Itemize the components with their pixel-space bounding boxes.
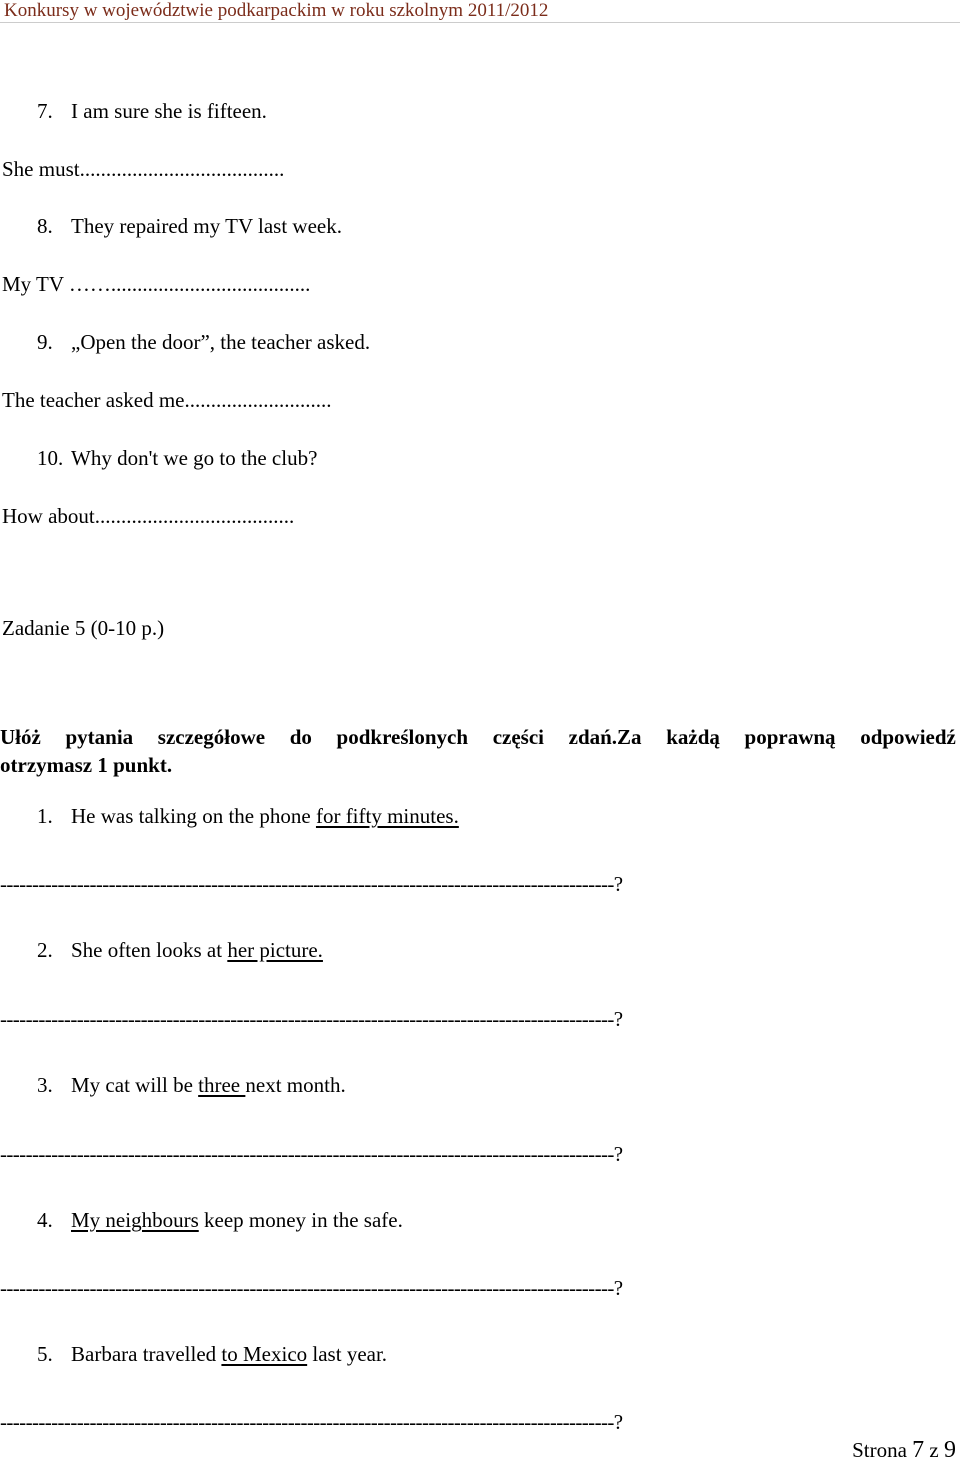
answer-line-3: ------------------------------------------------------------------------------------------------? (0, 1142, 623, 1166)
answer-line-2: ------------------------------------------------------------------------------------------------? (0, 1007, 623, 1031)
answer-line-4: ------------------------------------------------------------------------------------------------? (0, 1276, 623, 1300)
instruction-line-1: Ułóż pytania szczegółowe do podkreślonych części zdań.Za każdą poprawną odpowiedź (0, 725, 956, 749)
answer-line-1: ------------------------------------------------------------------------------------------------? (0, 872, 623, 896)
item-8-prompt: My TV ……...................................... (2, 272, 311, 296)
underlined-phrase: her picture. (227, 938, 323, 962)
task-instruction (0, 723, 956, 779)
item-10-sentence: 10. Why don't we go to the club? (37, 446, 318, 470)
item-8-sentence: 8. They repaired my TV last week. (37, 214, 342, 238)
item-9-sentence: 9. „Open the door”, the teacher asked. (37, 330, 371, 354)
underlined-phrase: three (198, 1073, 246, 1097)
question-4: 4. My neighbours keep money in the safe. (37, 1208, 403, 1232)
underlined-phrase: to Mexico (221, 1342, 308, 1366)
question-5: 5. Barbara travelled to Mexico last year. (37, 1342, 388, 1366)
page-header (0, 0, 960, 23)
item-10-prompt: How about...................................... (2, 504, 295, 528)
underlined-phrase: for fifty minutes. (315, 804, 459, 828)
answer-line-5: ------------------------------------------------------------------------------------------------? (0, 1410, 623, 1434)
item-7-prompt: She must....................................... (2, 157, 285, 181)
question-1: 1. He was talking on the phone for fifty minutes. (37, 804, 459, 828)
page-number: Strona 7 z 9 (852, 1437, 956, 1463)
item-7-sentence: 7. I am sure she is fifteen. (37, 99, 267, 123)
header-title: Konkursy w województwie podkarpackim w roku szkolnym 2011/2012 (4, 0, 549, 21)
item-9-prompt: The teacher asked me............................ (2, 388, 332, 412)
task-title: Zadanie 5 (0-10 p.) (2, 616, 165, 640)
underlined-phrase: My neighbours (71, 1208, 199, 1232)
question-2: 2. She often looks at her picture. (37, 938, 323, 962)
instruction-line-2: otrzymasz 1 punkt. (0, 753, 173, 777)
question-3: 3. My cat will be three next month. (37, 1073, 346, 1097)
